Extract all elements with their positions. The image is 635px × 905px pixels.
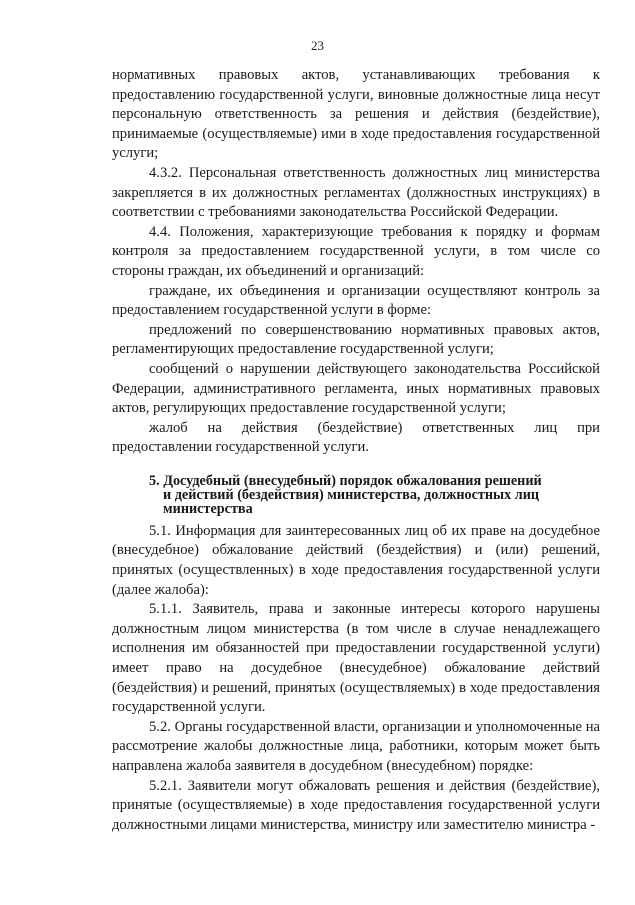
paragraph: сообщений о нарушении действующего законодательства Российской Федерации, административного регламента, иных нормативных правовых актов, регулирующих предоставление государственной услуги; (112, 360, 600, 417)
section-heading (112, 474, 600, 516)
paragraph: 5.1. Информация для заинтересованных лиц об их праве на досудебное (внесудебное) обжалование действий (бездействия) и (или) решений, принятых (осуществленных) в ходе предоставления государственной услуги (далее жалоба): (112, 522, 600, 598)
paragraph: граждане, их объединения и организации осуществляют контроль за предоставлением государственной услуги в форме: (112, 282, 600, 319)
section-heading-line: министерства (163, 500, 253, 517)
paragraph: 5.1.1. Заявитель, права и законные интересы которого нарушены должностным лицом министерства (в том числе в случае ненадлежащего исполнения им обязанностей при предоставлении государственной услуги) имеет право на досудебное (внесудебное) обжалование действий (бездействия) и решений, принятых (осуществляемых) в ходе предоставления государственной услуги. (112, 601, 600, 716)
paragraph: 5.2. Органы государственной власти, организации и уполномоченные на рассмотрение жалобы должностные лица, работники, которым может быть направлена жалоба заявителя в досудебном (внесудебном) порядке: (112, 718, 600, 774)
section-heading-line: и действий (бездействия) министерства, должностных лиц (163, 486, 540, 503)
paragraph: 4.3.2. Персональная ответственность должностных лиц министерства закрепляется в их должностных регламентах (должностных инструкциях) в соответствии с требованиями законодательства Российской Федерации. (112, 164, 600, 221)
section-heading-line: 5. Досудебный (внесудебный) порядок обжалования решений (149, 472, 542, 489)
page-number: 23 (311, 38, 324, 53)
paragraph: предложений по совершенствованию нормативных правовых актов, регламентирующих предоставление государственной услуги; (112, 321, 600, 358)
paragraph: 4.4. Положения, характеризующие требования к порядку и формам контроля за предоставлением государственной услуги, в том числе со стороны граждан, их объединений и организаций: (112, 223, 600, 279)
paragraph: 5.2.1. Заявители могут обжаловать решения и действия (бездействие), принятые (осуществляемые) в ходе предоставления государственной услуги должностными лицами министерства, министру или заместителю министра - (112, 777, 600, 833)
paragraph: жалоб на действия (бездействие) ответственных лиц при предоставлении государственной услуги. (112, 419, 600, 456)
document-body (112, 66, 600, 835)
paragraph: нормативных правовых актов, устанавливающих требования к предоставлению государственной услуги, виновные должностные лица несут персональную ответственность за решения и действия (бездействие), принимаемые (осуществляемые) ими в ходе предоставления государственной услуги; (112, 67, 600, 162)
